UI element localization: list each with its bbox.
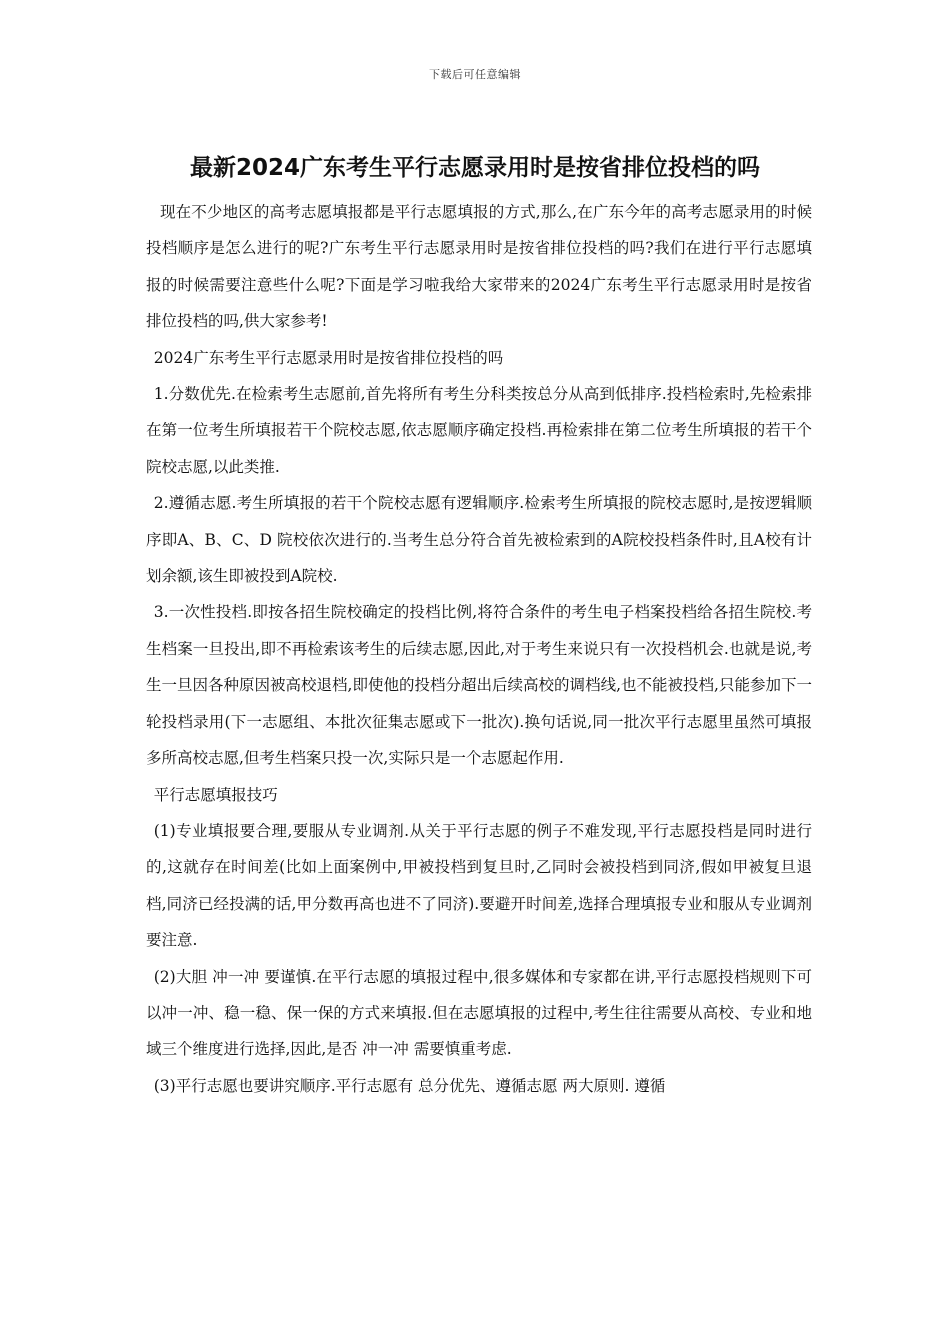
- paragraph-tip-2: (2)大胆 冲一冲 要谨慎.在平行志愿的填报过程中,很多媒体和专家都在讲,平行志愿投档规则下可以冲一冲、稳一稳、保一保的方式来填报.但在志愿填报的过程中,考生往往需要从高校、专业和地域三个维度进行选择,因此,是否 冲一冲 需要慎重考虑.: [146, 967, 812, 1059]
- document-body: [146, 194, 812, 1104]
- paragraph-point-3: 3.一次性投档.即按各招生院校确定的投档比例,将符合条件的考生电子档案投档给各招生院校.考生档案一旦投出,即不再检索该考生的后续志愿,因此,对于考生来说只有一次投档机会.也就是说,考生一旦因各种原因被高校退档,即使他的投档分超出后续高校的调档线,也不能被投档,只能参加下一轮投档录用(下一志愿组、本批次征集志愿或下一批次).换句话说,同一批次平行志愿里虽然可填报多所高校志愿,但考生档案只投一次,实际只是一个志愿起作用.: [146, 603, 812, 768]
- paragraph-tip-1: (1)专业填报要合理,要服从专业调剂.从关于平行志愿的例子不难发现,平行志愿投档是同时进行的,这就存在时间差(比如上面案例中,甲被投档到复旦时,乙同时会被投档到同济,假如甲被复旦退档,同济已经投满的话,甲分数再高也进不了同济).要避开时间差,选择合理填报专业和服从专业调剂要注意.: [146, 821, 812, 950]
- header-note: 下载后可任意编辑: [429, 68, 521, 81]
- paragraph-tip-3: (3)平行志愿也要讲究顺序.平行志愿有 总分优先、遵循志愿 两大原则. 遵循: [153, 1076, 666, 1095]
- paragraph-intro: 现在不少地区的高考志愿填报都是平行志愿填报的方式,那么,在广东今年的高考志愿录用的时候投档顺序是怎么进行的呢?广东考生平行志愿录用时是按省排位投档的吗?我们在进行平行志愿填报的时候需要注意些什么呢?下面是学习啦我给大家带来的2024广东考生平行志愿录用时是按省排位投档的吗,供大家参考!: [146, 203, 812, 331]
- paragraph-subheading: 2024广东考生平行志愿录用时是按省排位投档的吗: [153, 348, 504, 367]
- paragraph-tips-heading: 平行志愿填报技巧: [153, 785, 278, 804]
- paragraph-point-2: 2.遵循志愿.考生所填报的若干个院校志愿有逻辑顺序.检索考生所填报的院校志愿时,是按逻辑顺序即A、B、C、D 院校依次进行的.当考生总分符合首先被检索到的A院校投档条件时,且A校有计划余额,该生即被投到A院校.: [146, 494, 812, 586]
- document-title: 最新2024广东考生平行志愿录用时是按省排位投档的吗: [189, 155, 760, 181]
- paragraph-point-1: 1.分数优先.在检索考生志愿前,首先将所有考生分科类按总分从高到低排序.投档检索时,先检索排在第一位考生所填报若干个院校志愿,依志愿顺序确定投档.再检索排在第二位考生所填报的若干个院校志愿,以此类推.: [146, 385, 812, 476]
